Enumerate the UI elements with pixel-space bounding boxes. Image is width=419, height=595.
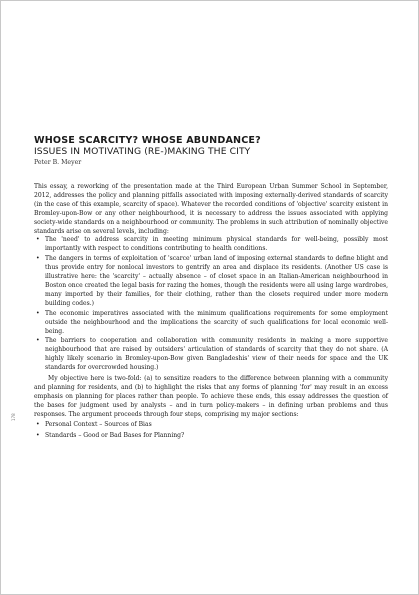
objective-paragraph: My objective here is two-fold: (a) to sensitize readers to the difference between planning with a community and planning for residents, and (b) to highlight the risks that any forms of planning 'for' may result in an excess emphasis on planning for places rather than people. To achieve these ends, this essay addresses the question of the bases for judgment used by analysts – and in turn policy-makers – in defining urban problems and thus responses. The argument proceeds through four steps, comprising my major sections: [34, 375, 388, 418]
sections-list [34, 421, 388, 442]
article-author: Peter B. Meyer [34, 159, 82, 166]
intro-paragraph: This essay, a reworking of the presentation made at the Third European Urban Summer School in September, 2012, addresses the policy and planning pitfalls associated with imposing externally-derived standards of scarcity (in the case of this example, scarcity of space). Whatever the recorded conditions of 'objective' scarcity existent in Bromley-upon-Bow or any other neighbourhood, it is necessary to address the issues associated with applying society-wide standards on a neighbourhood or community. The problems in such attribution of nominally objective standards arise on several levels, including: [34, 183, 388, 235]
list-item: • The economic imperatives associated with the minimum qualifications requirements for some employment outside the neighbourhood and the implications the scarcity of such qualifications for local economic well-being. [34, 310, 388, 337]
list-item: • The 'need' to address scarcity in meeting minimum physical standards for well-being, possibly most importantly with respect to conditions contributing to health conditions. [34, 236, 388, 254]
list-item: • Standards – Good or Bad Bases for Planning? [34, 432, 388, 441]
article-title: WHOSE SCARCITY? WHOSE ABUNDANCE? [34, 135, 261, 146]
article-subtitle: ISSUES IN MOTIVATING (RE-)MAKING THE CITY [34, 146, 251, 157]
article-body [34, 183, 388, 441]
article-content [34, 135, 388, 441]
issues-list [34, 236, 388, 373]
list-item: • Personal Context – Sources of Bias [34, 421, 388, 430]
list-item: • The dangers in terms of exploitation of 'scarce' urban land of imposing external standards to define blight and thus provide entry for nonlocal investors to gentrify an area and displace its residents. (Another US case is illustrative here: the 'scarcity' – actually absence – of closet space in an Italian-American neighbourhood in Boston once created the legal basis for razing the homes, though the residents were all using large wardrobes, many imported by their families, for their clothing, rather than the closets required under more modern building codes.) [34, 255, 388, 308]
page-number: 178 [11, 413, 16, 421]
list-item: • The barriers to cooperation and collaboration with community residents in making a more supportive neighbourhood that are raised by outsiders' articulation of standards of scarcity that they do not share. (A highly likely scenario in Bromley-upon-Bow given Bangladeshis' view of their needs for space and the UK standards for overcrowded housing.) [34, 337, 388, 373]
